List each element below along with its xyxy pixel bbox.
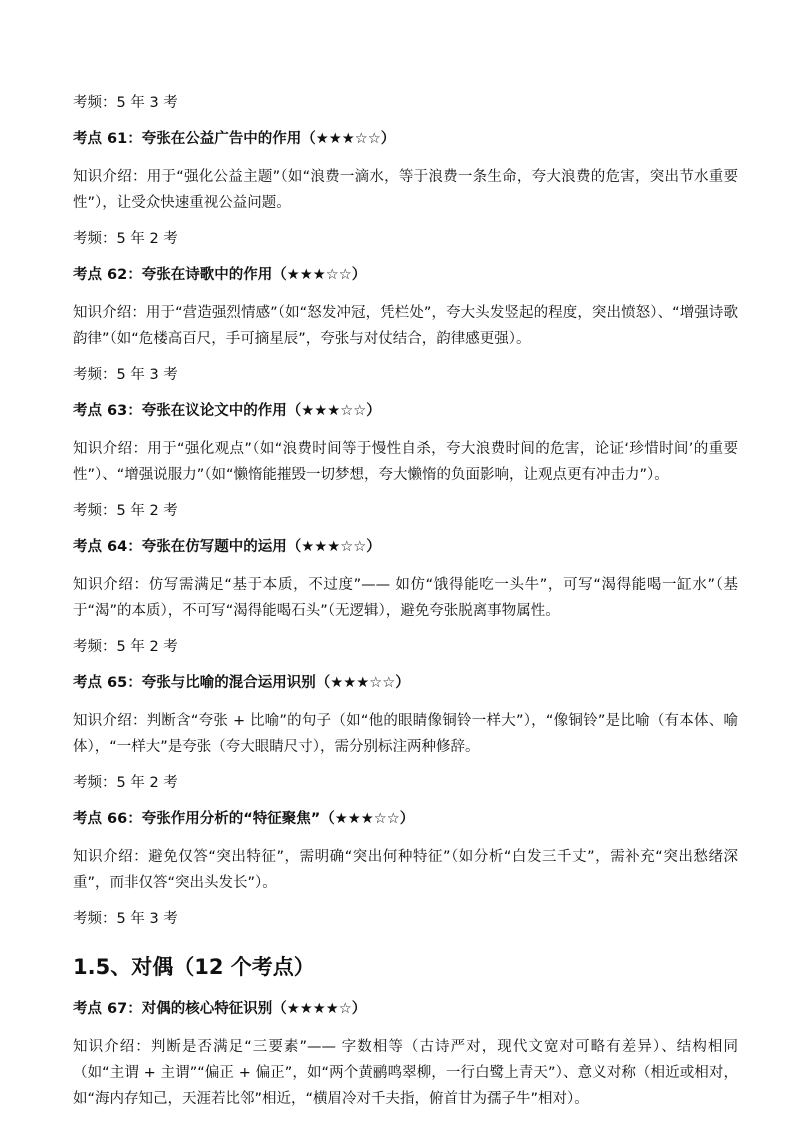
item-description: 知识介绍：仿写需满足“基于本质，不过度”—— 如仿“饿得能吃一头牛”，可写“渴得能喝一缸水”（基于“渴”的本质），不可写“渴得能喝石头”（无逻辑），避免夸张脱离事物属性。 — [73, 577, 738, 619]
exam-frequency: 考频：5 年 3 考 — [73, 95, 178, 111]
item-67 — [73, 998, 738, 1112]
item-65 — [73, 672, 738, 794]
item-62 — [73, 264, 738, 386]
item-61 — [73, 128, 738, 250]
exam-frequency: 考频：5 年 2 考 — [73, 231, 178, 247]
item-heading: 考点 61：夸张在公益广告中的作用（★★★☆☆） — [73, 131, 396, 147]
item-heading: 考点 63：夸张在议论文中的作用（★★★☆☆） — [73, 403, 381, 419]
item-heading: 考点 67：对偶的核心特征识别（★★★★☆） — [73, 1001, 367, 1017]
item-description: 知识介绍：避免仅答“突出特征”，需明确“突出何种特征”（如分析“白发三千丈”，需补充“突出愁绪深重”，而非仅答“突出头发长”）。 — [73, 849, 738, 891]
item-description: 知识介绍：用于“强化观点”（如“浪费时间等于慢性自杀，夸大浪费时间的危害，论证‘珍惜时间’的重要性”）、“增强说服力”（如“懒惰能摧毁一切梦想，夸大懒惰的负面影响，让观点更有冲击力”）。 — [73, 441, 738, 483]
section-title: 1.5、对偶（12 个考点） — [73, 955, 315, 979]
item-heading: 考点 66：夸张作用分析的“特征聚焦”（★★★☆☆） — [73, 811, 415, 827]
item-heading: 考点 65：夸张与比喻的混合运用识别（★★★☆☆） — [73, 675, 410, 691]
item-heading: 考点 62：夸张在诗歌中的作用（★★★☆☆） — [73, 267, 367, 283]
exam-frequency: 考频：5 年 3 考 — [73, 911, 178, 927]
exam-frequency: 考频：5 年 3 考 — [73, 367, 178, 383]
exam-frequency: 考频：5 年 2 考 — [73, 639, 178, 655]
item-64 — [73, 536, 738, 658]
exam-frequency: 考频：5 年 2 考 — [73, 775, 178, 791]
exam-frequency: 考频：5 年 2 考 — [73, 503, 178, 519]
item-description: 知识介绍：判断含“夸张 + 比喻”的句子（如“他的眼睛像铜铃一样大”），“像铜铃”是比喻（有本体、喻体），“一样大”是夸张（夸大眼睛尺寸），需分别标注两种修辞。 — [73, 713, 738, 755]
item-63 — [73, 400, 738, 522]
item-66 — [73, 808, 738, 930]
item-description: 知识介绍：用于“强化公益主题”（如“浪费一滴水，等于浪费一条生命，夸大浪费的危害，突出节水重要性”），让受众快速重视公益问题。 — [73, 169, 738, 211]
item-description: 知识介绍：判断是否满足“三要素”—— 字数相等（古诗严对，现代文宽对可略有差异）、结构相同（如“主谓 + 主谓”“偏正 + 偏正”，如“两个黄鹂鸣翠柳，一行白鹭上青天”）、意义对称（相近或相对，如“海内存知己，天涯若比邻”相近，“横眉冷对千夫指，俯首甘为孺子牛”相对）。 — [73, 1039, 738, 1107]
item-description: 知识介绍：用于“营造强烈情感”（如“怒发冲冠，凭栏处”，夸大头发竖起的程度，突出愤怒）、“增强诗歌韵律”（如“危楼高百尺，手可摘星辰”，夸张与对仗结合，韵律感更强）。 — [73, 305, 738, 347]
item-heading: 考点 64：夸张在仿写题中的运用（★★★☆☆） — [73, 539, 381, 555]
